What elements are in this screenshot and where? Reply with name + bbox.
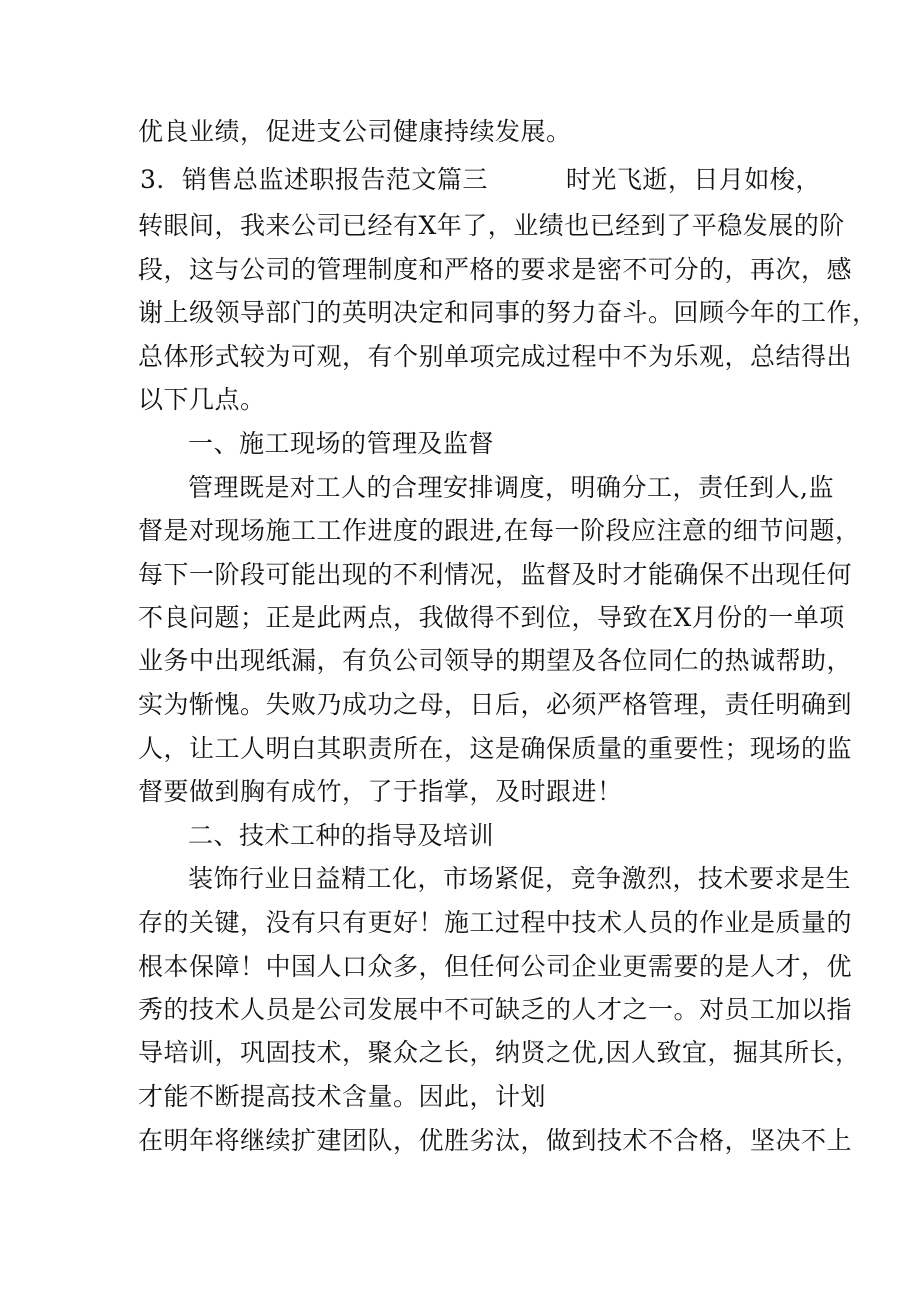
paragraph-line: 优良业绩，促进支公司健康持续发展。 <box>138 117 572 146</box>
paragraph-line: 以下几点。 <box>138 385 266 414</box>
paragraph-line: 管理既是对工人的合理安排调度，明确分工，责任到人,监 <box>188 473 834 502</box>
subsection-heading: 二、技术工种的指导及培训 <box>188 821 495 850</box>
paragraph-line: 督要做到胸有成竹，了于指掌，及时跟进！ <box>138 777 623 806</box>
paragraph-line: 人，让工人明白其职责所在，这是确保质量的重要性；现场的监 <box>138 734 853 763</box>
paragraph-line: 督是对现场施工工作进度的跟进,在每一阶段应注意的细节问题， <box>138 516 861 545</box>
paragraph-line: 转眼间，我来公司已经有X年了，业绩也已经到了平稳发展的阶 <box>138 211 845 240</box>
paragraph-line: 谢上级领导部门的英明决定和同事的努力奋斗。回顾今年的工作， <box>138 298 878 327</box>
paragraph-line: 装饰行业日益精工化，市场紧促，竞争激烈，技术要求是生 <box>188 864 852 893</box>
subsection-heading: 一、施工现场的管理及监督 <box>188 429 495 458</box>
paragraph-line: 在明年将继续扩建团队，优胜劣汰，做到技术不合格，坚决不上 <box>138 1126 853 1155</box>
paragraph-line: 实为惭愧。失败乃成功之母，日后，必须严格管理，责任明确到 <box>138 690 853 719</box>
paragraph-line: 总体形式较为可观，有个别单项完成过程中不为乐观，总结得出 <box>138 342 853 371</box>
paragraph-line: 根本保障！中国人口众多，但任何公司企业更需要的是人才，优 <box>138 952 853 981</box>
section-heading-line <box>140 165 821 195</box>
paragraph-line: 秀的技术人员是公司发展中不可缺乏的人才之一。对员工加以指 <box>138 995 853 1024</box>
paragraph-text: 时光飞逝，日月如梭， <box>565 165 821 194</box>
section-heading: 3．销售总监述职报告范文篇三 <box>140 165 488 194</box>
paragraph-line: 导培训，巩固技术，聚众之长，纳贤之优,因人致宜，掘其所长， <box>138 1038 861 1067</box>
paragraph-line: 业务中出现纸漏，有负公司领导的期望及各位同仁的热诚帮助， <box>138 646 853 675</box>
paragraph-line: 才能不断提高技术含量。因此，计划 <box>138 1082 547 1111</box>
paragraph-line: 存的关键，没有只有更好！施工过程中技术人员的作业是质量的 <box>138 908 853 937</box>
paragraph-line: 每下一阶段可能出现的不利情况，监督及时才能确保不出现任何 <box>138 560 853 589</box>
paragraph-line: 不良问题；正是此两点，我做得不到位，导致在X月份的一单项 <box>138 603 845 632</box>
paragraph-line: 段，这与公司的管理制度和严格的要求是密不可分的，再次，感 <box>138 255 853 284</box>
